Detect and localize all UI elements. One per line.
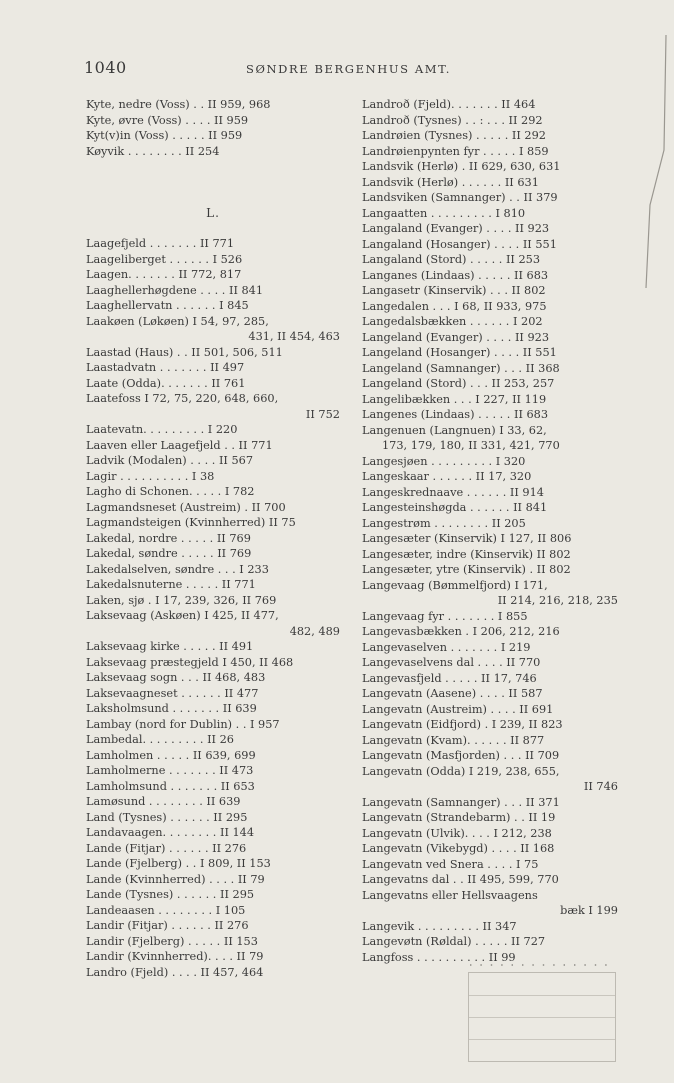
page-header bbox=[0, 58, 674, 80]
index-entry: II 746 bbox=[583, 780, 618, 793]
index-entry: Langaland (Hosanger) . . . . II 551 bbox=[362, 237, 557, 251]
index-entry: Langesæter, ytre (Kinservik) . II 802 bbox=[362, 563, 571, 576]
index-entry: Langevatn (Masfjorden) . . . II 709 bbox=[362, 749, 560, 762]
index-entry: Langevatn (Eidfjord) . I 239, II 823 bbox=[362, 718, 563, 731]
index-entry: Laaghellervatn . . . . . . I 845 bbox=[86, 299, 249, 312]
index-entry: Landir (Fjelberg) . . . . . II 153 bbox=[86, 934, 258, 948]
index-entry: Lakedalsnuterne . . . . . II 771 bbox=[86, 578, 256, 591]
index-entry: Laakøen (Løkøen) I 54, 97, 285, bbox=[86, 314, 269, 328]
index-entry: Laatevatn. . . . . . . . . I 220 bbox=[86, 423, 238, 436]
index-entry: Land (Tysnes) . . . . . . II 295 bbox=[86, 810, 248, 824]
index-entry: Landsviken (Samnanger) . . II 379 bbox=[362, 191, 558, 204]
section-letter: L. bbox=[206, 206, 220, 220]
index-entry: Lambay (nord for Dublin) . . I 957 bbox=[86, 717, 280, 731]
index-column-right bbox=[362, 97, 618, 965]
index-entry: Langeskaar . . . . . . II 17, 320 bbox=[362, 470, 532, 483]
index-entry: II 214, 216, 218, 235 bbox=[497, 594, 618, 607]
index-entry: Langevatns dal . . II 495, 599, 770 bbox=[362, 873, 559, 886]
index-entry: Lande (Kvinnherred) . . . . II 79 bbox=[86, 872, 265, 886]
index-entry: Langesteinshøgda . . . . . . II 841 bbox=[362, 501, 548, 514]
index-entry: Laksholmsund . . . . . . . II 639 bbox=[86, 702, 257, 715]
index-entry: Langevatns eller Hellsvaagens bbox=[362, 888, 538, 902]
index-entry: Laate (Odda). . . . . . . II 761 bbox=[86, 376, 246, 390]
index-entry: Lagho di Schonen. . . . . I 782 bbox=[86, 485, 255, 498]
index-entry: Langelibækken . . . I 227, II 119 bbox=[362, 392, 547, 406]
index-entry: Langanes (Lindaas) . . . . . II 683 bbox=[362, 268, 549, 282]
index-entry: Laagen. . . . . . . II 772, 817 bbox=[86, 268, 242, 281]
index-entry: Langevatn (Vikebygd) . . . . II 168 bbox=[362, 842, 555, 855]
index-entry: Laksevaag kirke . . . . . II 491 bbox=[86, 640, 254, 653]
index-entry: Langevøtn (Røldal) . . . . . II 727 bbox=[362, 935, 546, 948]
index-entry: Langasetr (Kinservik) . . . II 802 bbox=[362, 284, 546, 297]
index-entry: Lakedalselven, søndre . . . I 233 bbox=[86, 562, 269, 576]
index-entry: Landir (Kvinnherred). . . . II 79 bbox=[86, 950, 264, 963]
index-entry: Landrøienpynten fyr . . . . . I 859 bbox=[362, 144, 549, 158]
index-entry bbox=[86, 159, 340, 190]
index-entry: Laksevaag sogn . . . II 468, 483 bbox=[86, 671, 266, 684]
index-entry: Langeland (Stord) . . . II 253, 257 bbox=[362, 377, 555, 390]
index-entry: Landsvik (Herlø) . II 629, 630, 631 bbox=[362, 160, 561, 173]
index-entry: Landavaagen. . . . . . . . II 144 bbox=[86, 826, 255, 839]
index-entry: Langedalsbækken . . . . . . I 202 bbox=[362, 315, 543, 328]
index-column-left bbox=[86, 97, 340, 980]
index-entry: Langevasfjeld . . . . . II 17, 746 bbox=[362, 671, 537, 685]
index-entry: Landir (Fitjar) . . . . . . II 276 bbox=[86, 919, 249, 932]
index-entry: Laksevaag præstegjeld I 450, II 468 bbox=[86, 655, 294, 669]
index-entry: Langesjøen . . . . . . . . . I 320 bbox=[362, 454, 526, 468]
index-entry: Laken, sjø . I 17, 239, 326, II 769 bbox=[86, 593, 277, 607]
index-entry: 173, 179, 180, II 331, 421, 770 bbox=[382, 439, 560, 452]
index-entry: Langevatn (Ulvik). . . . I 212, 238 bbox=[362, 826, 552, 840]
index-entry: Laaven eller Laagefjeld . . II 771 bbox=[86, 438, 273, 452]
index-entry: bæk I 199 bbox=[560, 904, 618, 917]
index-entry: Langeland (Hosanger) . . . . II 551 bbox=[362, 346, 557, 359]
index-entry: Lande (Fitjar) . . . . . . II 276 bbox=[86, 841, 247, 855]
index-entry: Landsvik (Herlø) . . . . . . II 631 bbox=[362, 175, 539, 189]
index-entry: Lande (Fjelberg) . . I 809, II 153 bbox=[86, 857, 271, 870]
index-entry: Lagir . . . . . . . . . . I 38 bbox=[86, 469, 215, 483]
index-entry: II 752 bbox=[305, 407, 340, 421]
index-entry: Langedalen . . . I 68, II 933, 975 bbox=[362, 299, 547, 313]
index-entry: Laageliberget . . . . . . I 526 bbox=[86, 252, 243, 266]
index-entry: Landroð (Fjeld). . . . . . . II 464 bbox=[362, 98, 536, 111]
index-entry: 431, II 454, 463 bbox=[248, 330, 340, 343]
index-entry: Lamholmen . . . . . II 639, 699 bbox=[86, 748, 256, 762]
dotted-rule bbox=[470, 962, 610, 968]
index-entry: Langevatn (Austreim) . . . . II 691 bbox=[362, 702, 554, 716]
index-entry: Langeland (Samnanger) . . . II 368 bbox=[362, 361, 560, 375]
index-entry: Langaatten . . . . . . . . . I 810 bbox=[362, 206, 526, 220]
index-entry: Langevaselven . . . . . . . I 219 bbox=[362, 640, 531, 654]
index-entry: Langevatn ved Snera . . . . I 75 bbox=[362, 857, 539, 871]
index-entry: Lamøsund . . . . . . . . II 639 bbox=[86, 795, 241, 808]
index-entry: Landro (Fjeld) . . . . II 457, 464 bbox=[86, 965, 264, 979]
index-entry: Langevatn (Strandebarm) . . II 19 bbox=[362, 811, 556, 824]
index-entry: Langevaag fyr . . . . . . . I 855 bbox=[362, 609, 528, 623]
index-entry: Langaland (Evanger) . . . . II 923 bbox=[362, 222, 550, 235]
index-entry: Langevaag (Bømmelfjord) I 171, bbox=[362, 578, 548, 592]
index-entry: Langevatn (Odda) I 219, 238, 655, bbox=[362, 764, 560, 778]
index-entry: Landrøien (Tysnes) . . . . . II 292 bbox=[362, 129, 546, 142]
index-entry: Laastad (Haus) . . II 501, 506, 511 bbox=[86, 345, 283, 359]
index-entry: Lamholmsund . . . . . . . II 653 bbox=[86, 779, 255, 793]
index-entry: Langfoss . . . . . . . . . . II 99 bbox=[362, 950, 516, 964]
index-entry: Langenes (Lindaas) . . . . . II 683 bbox=[362, 408, 549, 421]
index-entry: Landeaasen . . . . . . . . I 105 bbox=[86, 903, 246, 917]
index-entry: Langesæter (Kinservik) I 127, II 806 bbox=[362, 532, 572, 545]
index-entry: 482, 489 bbox=[289, 624, 340, 638]
index-entry: Ladvik (Modalen) . . . . II 567 bbox=[86, 454, 254, 467]
index-entry: Langevik . . . . . . . . . II 347 bbox=[362, 919, 517, 933]
index-entry: Laatefoss I 72, 75, 220, 648, 660, bbox=[86, 392, 279, 405]
index-entry: Lande (Tysnes) . . . . . . II 295 bbox=[86, 888, 255, 901]
index-entry: Landroð (Tysnes) . . : . . . II 292 bbox=[362, 113, 543, 127]
index-entry: Langeland (Evanger) . . . . II 923 bbox=[362, 330, 550, 344]
index-entry: Lambedal. . . . . . . . . II 26 bbox=[86, 733, 234, 746]
index-entry: Langevatn (Kvam). . . . . . II 877 bbox=[362, 733, 545, 747]
margin-pencil-mark bbox=[636, 30, 670, 290]
index-entry: Lagmandsteigen (Kvinnherred) II 75 bbox=[86, 516, 296, 529]
index-entry: Lamholmerne . . . . . . . II 473 bbox=[86, 764, 254, 777]
index-entry: Kyte, øvre (Voss) . . . . II 959 bbox=[86, 113, 249, 127]
index-entry: Køyvik . . . . . . . . II 254 bbox=[86, 144, 220, 158]
index-entry: Langaland (Stord) . . . . . II 253 bbox=[362, 253, 541, 266]
index-entry: Langevasbækken . I 206, 212, 216 bbox=[362, 625, 560, 638]
index-entry: Lakedal, nordre . . . . . II 769 bbox=[86, 531, 251, 545]
index-entry: Lakedal, søndre . . . . . II 769 bbox=[86, 547, 252, 560]
running-title: SØNDRE BERGENHUS AMT. bbox=[246, 62, 452, 76]
index-entry: Langevatn (Samnanger) . . . II 371 bbox=[362, 795, 560, 809]
index-entry: Kyt(v)in (Voss) . . . . . II 959 bbox=[86, 129, 243, 142]
index-entry: Laksevaagneset . . . . . . II 477 bbox=[86, 686, 259, 700]
index-entry: Langesæter, indre (Kinservik) II 802 bbox=[362, 547, 571, 561]
index-entry: Langeskrednaave . . . . . . II 914 bbox=[362, 485, 544, 499]
library-stamp-box bbox=[468, 972, 616, 1062]
index-entry: Laagefjeld . . . . . . . II 771 bbox=[86, 237, 235, 250]
index-entry: Kyte, nedre (Voss) . . II 959, 968 bbox=[86, 98, 271, 111]
index-entry: Langestrøm . . . . . . . . II 205 bbox=[362, 516, 526, 530]
index-entry: Langevaselvens dal . . . . II 770 bbox=[362, 656, 541, 669]
index-entry: Lagmandsneset (Austreim) . II 700 bbox=[86, 500, 286, 514]
page-number: 1040 bbox=[84, 58, 127, 77]
index-entry: Langenuen (Langnuen) I 33, 62, bbox=[362, 423, 547, 437]
index-entry: Laastadvatn . . . . . . . II 497 bbox=[86, 361, 245, 374]
index-entry: Langevatn (Aasene) . . . . II 587 bbox=[362, 687, 543, 700]
index-entry: Laaghellerhøgdene . . . . II 841 bbox=[86, 283, 264, 297]
index-entry: Laksevaag (Askøen) I 425, II 477, bbox=[86, 609, 279, 622]
